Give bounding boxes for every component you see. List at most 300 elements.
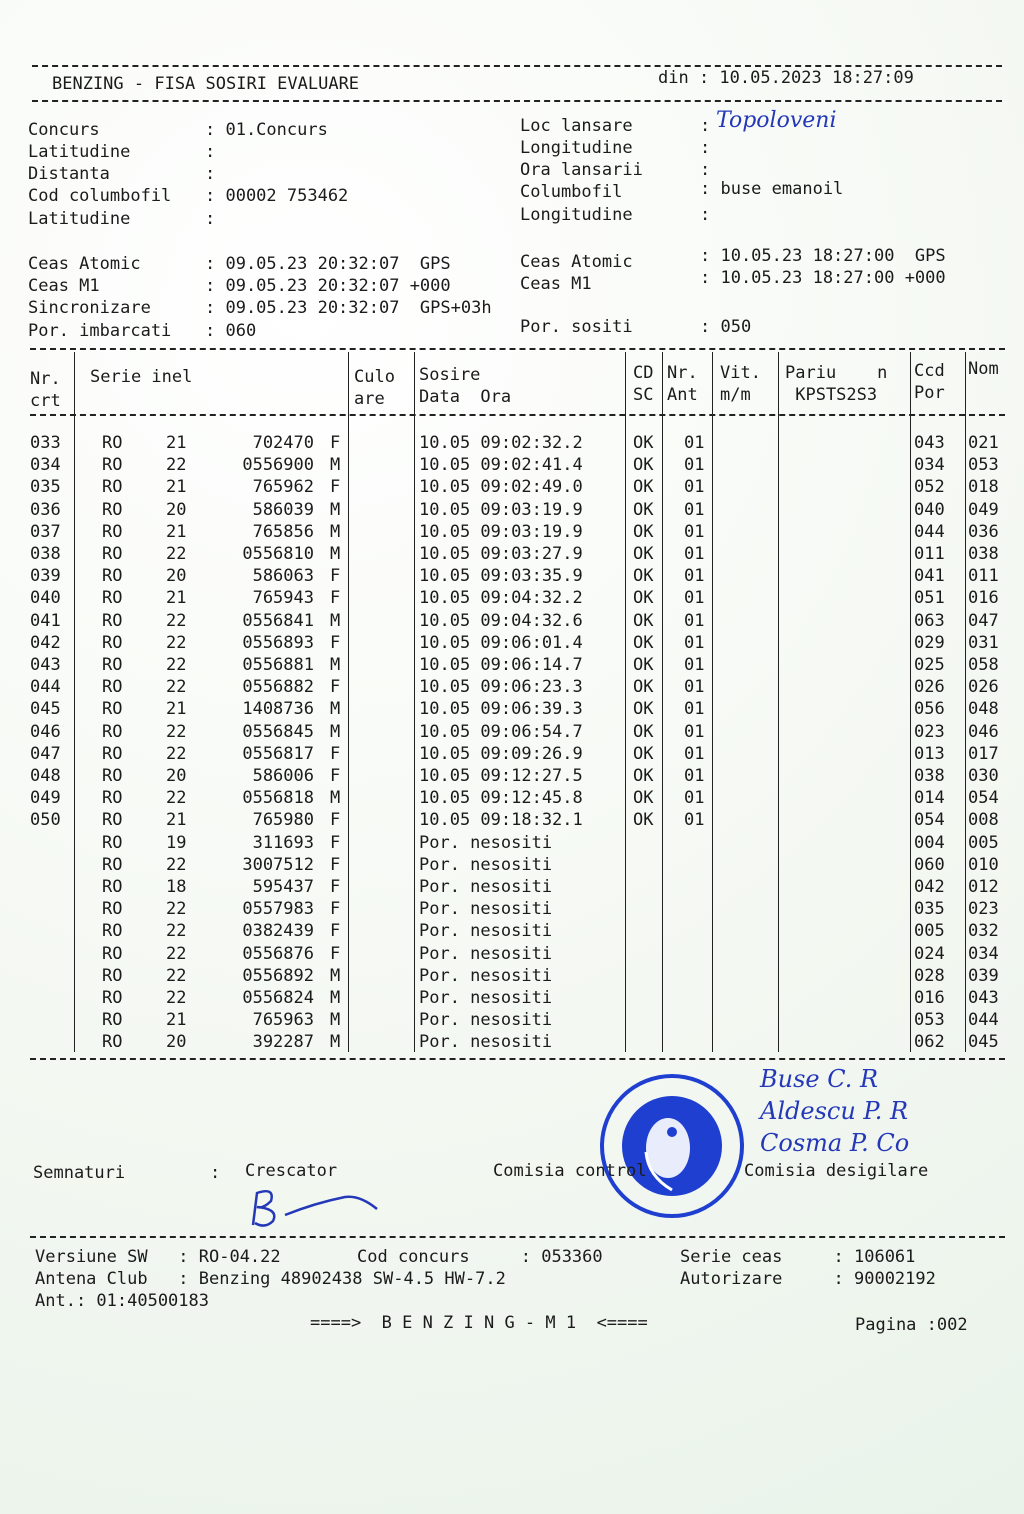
row-ring: 0556892 (242, 965, 314, 986)
document-date: din : 10.05.2023 18:27:09 (658, 68, 914, 88)
row-arrival: 10.05 09:09:26.9 (419, 743, 583, 764)
row-sex: M (330, 499, 341, 520)
row-arrival: Por. nesositi (419, 988, 553, 1008)
row-country: RO (102, 521, 123, 542)
row-country: RO (102, 677, 123, 698)
row-cdsc: OK (633, 477, 654, 498)
row-number: 042 (30, 632, 61, 653)
row-ccd: 063 (914, 610, 945, 631)
table-row (30, 965, 1005, 987)
row-ccd: 043 (914, 433, 945, 453)
table-row (30, 809, 1005, 831)
row-country: RO (102, 1010, 123, 1031)
row-cdsc: OK (633, 632, 654, 653)
crescator-signature (245, 1185, 385, 1230)
row-arrival: Por. nesositi (419, 877, 553, 897)
row-ccd: 035 (914, 899, 945, 920)
table-row (30, 587, 1005, 609)
row-arrival: 10.05 09:18:32.1 (419, 810, 583, 831)
row-arrival: 10.05 09:06:14.7 (419, 655, 583, 675)
info-value: : 00002 753462 (205, 186, 349, 206)
row-ccd: 052 (914, 477, 945, 498)
info-label: Columbofil (520, 182, 623, 202)
table-row (30, 920, 1005, 942)
row-ccd: 040 (914, 499, 945, 520)
row-ccd: 051 (914, 588, 945, 609)
row-year: 22 (166, 965, 187, 986)
footer-cod-concurs: Cod concurs : 053360 (357, 1247, 603, 1267)
row-ccd: 038 (914, 766, 945, 786)
row-ring: 595437 (252, 877, 314, 897)
row-ring: 586039 (252, 499, 314, 520)
table-row (30, 721, 1005, 743)
row-sex: F (330, 854, 341, 875)
row-arrival: 10.05 09:06:23.3 (419, 677, 583, 698)
row-arrival: Por. nesositi (419, 921, 553, 942)
row-year: 22 (166, 455, 187, 476)
row-cdsc: OK (633, 499, 654, 520)
row-nrant: 01 (684, 743, 705, 764)
row-year: 22 (166, 655, 187, 675)
row-nom: 026 (968, 677, 999, 698)
row-ring: 3007512 (242, 854, 314, 875)
row-arrival: 10.05 09:04:32.6 (419, 610, 583, 631)
row-ccd: 060 (914, 854, 945, 875)
row-nom: 038 (968, 544, 999, 564)
row-ccd: 028 (914, 965, 945, 986)
row-arrival: 10.05 09:04:32.2 (419, 588, 583, 609)
row-cdsc: OK (633, 521, 654, 542)
row-ccd: 016 (914, 988, 945, 1008)
row-sex: F (330, 588, 341, 609)
row-arrival: 10.05 09:03:35.9 (419, 566, 583, 587)
row-country: RO (102, 854, 123, 875)
table-row (30, 632, 1005, 654)
row-year: 22 (166, 943, 187, 964)
row-country: RO (102, 655, 123, 675)
info-value: : buse emanoil (700, 179, 844, 199)
row-sex: M (330, 699, 341, 720)
row-ccd: 056 (914, 699, 945, 720)
header-pariu: Pariu n KPSTS2S3 (785, 363, 888, 405)
arrivals-table (30, 352, 1005, 1052)
table-row (30, 565, 1005, 587)
info-label: Distanta (28, 164, 110, 184)
row-nom: 053 (968, 455, 999, 476)
info-label: Cod columbofil (28, 186, 172, 206)
row-year: 21 (166, 810, 187, 831)
row-nrant: 01 (684, 566, 705, 587)
table-row (30, 676, 1005, 698)
row-year: 22 (166, 610, 187, 631)
row-ccd: 029 (914, 632, 945, 653)
signature-crescator-label: Crescator (245, 1161, 338, 1181)
row-nom: 017 (968, 743, 999, 764)
row-ring: 586006 (252, 766, 314, 786)
row-number: 043 (30, 655, 61, 675)
row-nom: 039 (968, 965, 999, 986)
header-nom: Nom (968, 359, 999, 379)
row-year: 22 (166, 788, 187, 809)
row-ring: 0556845 (242, 721, 314, 742)
table-row (30, 1009, 1005, 1031)
row-country: RO (102, 988, 123, 1008)
row-ring: 0556900 (242, 455, 314, 476)
row-nrant: 01 (684, 677, 705, 698)
row-country: RO (102, 899, 123, 920)
footer-serie-ceas: Serie ceas : 106061 (680, 1247, 916, 1267)
row-arrival: Por. nesositi (419, 832, 553, 853)
row-ring: 0556817 (242, 743, 314, 764)
row-nrant: 01 (684, 433, 705, 453)
row-cdsc: OK (633, 677, 654, 698)
table-row (30, 543, 1005, 565)
row-ccd: 013 (914, 743, 945, 764)
row-country: RO (102, 877, 123, 897)
row-ring: 0556876 (242, 943, 314, 964)
row-ring: 0556824 (242, 988, 314, 1008)
row-sex: F (330, 810, 341, 831)
row-sex: M (330, 655, 341, 675)
row-arrival: Por. nesositi (419, 1032, 553, 1053)
row-year: 22 (166, 677, 187, 698)
row-ccd: 041 (914, 566, 945, 587)
row-country: RO (102, 455, 123, 476)
row-sex: F (330, 899, 341, 920)
info-label: Latitudine (28, 142, 131, 162)
row-ccd: 024 (914, 943, 945, 964)
row-year: 20 (166, 499, 187, 520)
row-ccd: 005 (914, 921, 945, 942)
row-cdsc: OK (633, 810, 654, 831)
row-sex: M (330, 521, 341, 542)
table-row (30, 521, 1005, 543)
row-cdsc: OK (633, 721, 654, 742)
footer-ant: Ant.: 01:40500183 (35, 1291, 209, 1311)
row-nrant: 01 (684, 477, 705, 498)
row-nom: 046 (968, 721, 999, 742)
header-rule-bottom (32, 100, 1002, 102)
row-sex: F (330, 877, 341, 897)
clock-value: : 09.05.23 20:32:07 GPS+03h (205, 298, 492, 318)
row-nom: 034 (968, 943, 999, 964)
row-cdsc: OK (633, 743, 654, 764)
row-nrant: 01 (684, 655, 705, 675)
clock-label: Ceas Atomic (28, 254, 141, 274)
footer-autorizare: Autorizare : 90002192 (680, 1269, 936, 1289)
row-number: 045 (30, 699, 61, 720)
clock-label: Ceas M1 (520, 274, 592, 294)
row-cdsc: OK (633, 788, 654, 809)
info-value: : 01.Concurs (205, 120, 328, 140)
table-row (30, 943, 1005, 965)
row-year: 22 (166, 854, 187, 875)
row-sex: M (330, 965, 341, 986)
row-sex: F (330, 477, 341, 498)
header-ccd: Ccd Por (914, 361, 945, 403)
row-cdsc: OK (633, 566, 654, 587)
row-year: 22 (166, 921, 187, 942)
row-country: RO (102, 632, 123, 653)
row-country: RO (102, 433, 123, 453)
row-sex: F (330, 832, 341, 853)
row-arrival: Por. nesositi (419, 943, 553, 964)
handwritten-signature: Aldescu P. R (760, 1097, 909, 1125)
header-sosire: Sosire Data Ora (419, 365, 512, 407)
row-year: 21 (166, 477, 187, 498)
row-ccd: 023 (914, 721, 945, 742)
row-ccd: 014 (914, 788, 945, 809)
signatures-label: Semnaturi (33, 1163, 126, 1183)
row-number: 033 (30, 433, 61, 453)
row-nrant: 01 (684, 521, 705, 542)
row-country: RO (102, 588, 123, 609)
row-arrival: 10.05 09:06:54.7 (419, 721, 583, 742)
row-ccd: 034 (914, 455, 945, 476)
clock-label: Por. imbarcati (28, 321, 172, 341)
table-row (30, 765, 1005, 787)
row-nrant: 01 (684, 588, 705, 609)
row-nom: 049 (968, 499, 999, 520)
header-nr: Nr. crt (30, 369, 61, 411)
row-sex: M (330, 1032, 341, 1053)
info-value: : (205, 164, 216, 184)
row-number: 047 (30, 743, 61, 764)
row-nrant: 01 (684, 544, 705, 564)
row-number: 044 (30, 677, 61, 698)
clock-value: : 09.05.23 20:32:07 GPS (205, 254, 451, 274)
row-nom: 021 (968, 433, 999, 453)
row-ccd: 042 (914, 877, 945, 897)
info-label: Longitudine (520, 205, 633, 225)
row-year: 22 (166, 632, 187, 653)
header-nrant: Nr. Ant (667, 363, 698, 405)
row-year: 22 (166, 544, 187, 564)
row-number: 049 (30, 788, 61, 809)
row-number: 034 (30, 455, 61, 476)
footer-page-number: Pagina :002 (855, 1315, 968, 1335)
info-label: Ora lansarii (520, 160, 643, 180)
row-nom: 012 (968, 877, 999, 897)
row-country: RO (102, 1032, 123, 1053)
row-nrant: 01 (684, 610, 705, 631)
row-sex: M (330, 1010, 341, 1031)
row-arrival: 10.05 09:03:19.9 (419, 521, 583, 542)
row-arrival: 10.05 09:03:19.9 (419, 499, 583, 520)
info-label: Loc lansare (520, 116, 633, 136)
row-ring: 311693 (252, 832, 314, 853)
row-country: RO (102, 921, 123, 942)
table-rule-top (30, 348, 1005, 350)
row-nrant: 01 (684, 699, 705, 720)
row-nom: 010 (968, 854, 999, 875)
table-row (30, 432, 1005, 454)
table-row (30, 898, 1005, 920)
table-row (30, 454, 1005, 476)
row-nom: 008 (968, 810, 999, 831)
row-ring: 0556881 (242, 655, 314, 675)
row-ccd: 053 (914, 1010, 945, 1031)
row-arrival: 10.05 09:03:27.9 (419, 544, 583, 564)
table-rule-bottom (30, 1058, 1005, 1060)
row-number: 036 (30, 499, 61, 520)
row-nom: 018 (968, 477, 999, 498)
row-cdsc: OK (633, 766, 654, 786)
table-row (30, 499, 1005, 521)
row-nom: 058 (968, 655, 999, 675)
row-number: 048 (30, 766, 61, 786)
row-ccd: 062 (914, 1032, 945, 1053)
row-cdsc: OK (633, 455, 654, 476)
row-year: 22 (166, 743, 187, 764)
row-sex: M (330, 988, 341, 1008)
row-sex: F (330, 566, 341, 587)
row-arrival: 10.05 09:02:49.0 (419, 477, 583, 498)
row-ring: 0556841 (242, 610, 314, 631)
row-nrant: 01 (684, 721, 705, 742)
row-nom: 045 (968, 1032, 999, 1053)
row-arrival: 10.05 09:02:41.4 (419, 455, 583, 476)
row-arrival: Por. nesositi (419, 1010, 553, 1031)
row-year: 21 (166, 521, 187, 542)
clock-label: Por. sositi (520, 317, 633, 337)
row-ring: 0556893 (242, 632, 314, 653)
table-row (30, 654, 1005, 676)
row-country: RO (102, 699, 123, 720)
row-nom: 016 (968, 588, 999, 609)
info-value: : (700, 205, 711, 225)
header-serie: Serie inel (90, 367, 193, 387)
row-nom: 031 (968, 632, 999, 653)
row-ccd: 044 (914, 521, 945, 542)
row-cdsc: OK (633, 699, 654, 720)
row-sex: M (330, 544, 341, 564)
row-arrival: Por. nesositi (419, 965, 553, 986)
footer-rule (30, 1236, 1005, 1238)
row-nom: 011 (968, 566, 999, 587)
row-year: 21 (166, 588, 187, 609)
row-ring: 765963 (252, 1010, 314, 1031)
row-country: RO (102, 766, 123, 786)
row-nom: 032 (968, 921, 999, 942)
row-sex: F (330, 943, 341, 964)
row-country: RO (102, 566, 123, 587)
club-stamp (598, 1072, 746, 1220)
row-sex: F (330, 766, 341, 786)
row-year: 22 (166, 721, 187, 742)
row-ccd: 026 (914, 677, 945, 698)
row-country: RO (102, 943, 123, 964)
signature-control-label: Comisia control (493, 1161, 647, 1181)
row-nrant: 01 (684, 455, 705, 476)
clock-value: : 09.05.23 20:32:07 +000 (205, 276, 451, 296)
table-row (30, 698, 1005, 720)
table-row (30, 787, 1005, 809)
row-ring: 765943 (252, 588, 314, 609)
signature-desigilare-label: Comisia desigilare (744, 1161, 929, 1181)
footer-antena: Antena Club : Benzing 48902438 SW-4.5 HW-7.2 (35, 1269, 506, 1289)
table-row (30, 876, 1005, 898)
row-number: 041 (30, 610, 61, 631)
row-nrant: 01 (684, 810, 705, 831)
row-year: 20 (166, 1032, 187, 1053)
row-country: RO (102, 743, 123, 764)
row-cdsc: OK (633, 655, 654, 675)
row-number: 035 (30, 477, 61, 498)
handwritten-place: Topoloveni (716, 108, 837, 133)
row-ring: 1408736 (242, 699, 314, 720)
row-cdsc: OK (633, 588, 654, 609)
table-rule-header (30, 414, 1005, 416)
row-nom: 005 (968, 832, 999, 853)
row-country: RO (102, 965, 123, 986)
row-country: RO (102, 832, 123, 853)
row-nrant: 01 (684, 632, 705, 653)
row-number: 038 (30, 544, 61, 564)
table-row (30, 832, 1005, 854)
row-ccd: 025 (914, 655, 945, 675)
table-row (30, 854, 1005, 876)
row-ring: 392287 (252, 1032, 314, 1053)
table-row (30, 987, 1005, 1009)
info-value: : (205, 142, 216, 162)
row-number: 037 (30, 521, 61, 542)
row-ring: 0556882 (242, 677, 314, 698)
row-sex: F (330, 632, 341, 653)
row-ring: 0556818 (242, 788, 314, 809)
header-vit: Vit. m/m (720, 363, 761, 405)
row-sex: F (330, 921, 341, 942)
row-year: 21 (166, 433, 187, 453)
row-country: RO (102, 788, 123, 809)
row-ring: 702470 (252, 433, 314, 453)
table-row (30, 743, 1005, 765)
info-value: : (205, 209, 216, 229)
row-nom: 036 (968, 521, 999, 542)
info-value: : (700, 138, 711, 158)
row-ring: 765980 (252, 810, 314, 831)
header-culoare: Culo are (354, 367, 395, 409)
row-sex: M (330, 721, 341, 742)
row-country: RO (102, 721, 123, 742)
row-sex: M (330, 788, 341, 809)
row-year: 19 (166, 832, 187, 853)
clock-value: : 050 (700, 317, 752, 337)
row-year: 20 (166, 566, 187, 587)
handwritten-signature: Buse C. R (760, 1065, 879, 1093)
row-nom: 030 (968, 766, 999, 786)
row-ring: 0557983 (242, 899, 314, 920)
row-nom: 054 (968, 788, 999, 809)
row-nom: 043 (968, 988, 999, 1008)
row-cdsc: OK (633, 610, 654, 631)
row-ccd: 054 (914, 810, 945, 831)
row-number: 039 (30, 566, 61, 587)
row-nrant: 01 (684, 788, 705, 809)
signatures-colon: : (210, 1163, 221, 1183)
info-value: : (700, 116, 711, 136)
row-arrival: 10.05 09:12:27.5 (419, 766, 583, 786)
clock-value: : 10.05.23 18:27:00 +000 (700, 268, 946, 288)
row-country: RO (102, 810, 123, 831)
row-country: RO (102, 544, 123, 564)
row-nrant: 01 (684, 766, 705, 786)
row-year: 20 (166, 766, 187, 786)
row-arrival: 10.05 09:02:32.2 (419, 433, 583, 453)
row-sex: F (330, 743, 341, 764)
row-ccd: 011 (914, 544, 945, 564)
info-label: Longitudine (520, 138, 633, 158)
